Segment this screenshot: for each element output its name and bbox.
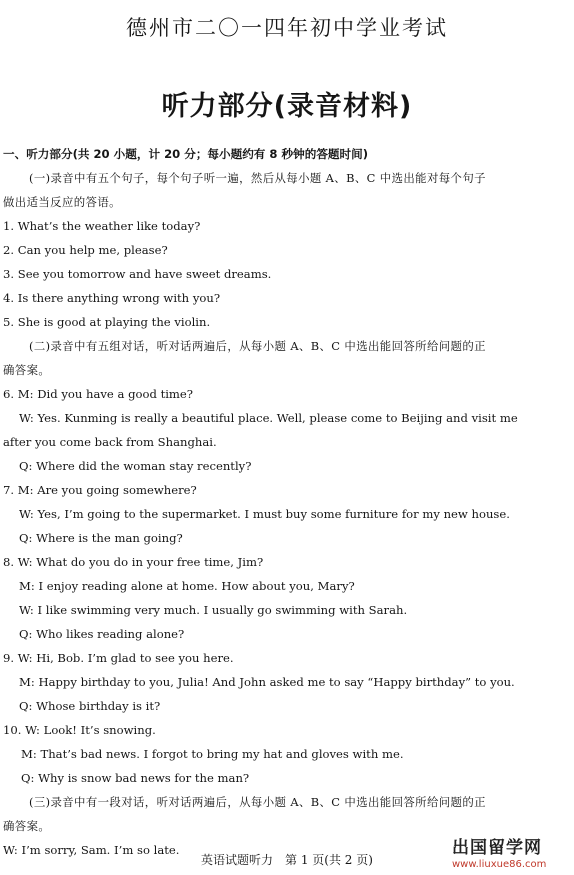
dialogue-7-line: W: Yes, I’m going to the supermarket. I must buy some furniture for my new house. [19, 507, 510, 521]
dialogue-8-question: Q: Who likes reading alone? [19, 627, 185, 641]
site-watermark [452, 840, 546, 870]
dialogue-9-line: M: Happy birthday to you, Julia! And John asked me to say “Happy birthday” to you. [19, 675, 515, 689]
dialogue-10-line: M: That’s bad news. I forgot to bring my hat and gloves with me. [21, 747, 404, 761]
part3-instruction-line2: 确答案。 [3, 819, 51, 833]
part1-instruction-line2: 做出适当反应的答语。 [3, 195, 121, 209]
exam-header: 德州市二〇一四年初中学业考试 [126, 16, 448, 40]
dialogue-7-line: 7. M: Are you going somewhere? [3, 483, 197, 497]
part3-dialogue-line: W: I’m sorry, Sam. I’m so late. [3, 843, 180, 857]
part2-instruction-line2: 确答案。 [3, 363, 51, 377]
section-heading: 一、听力部分(共 20 小题，计 20 分；每小题约有 8 秒钟的答题时间) [3, 147, 368, 161]
watermark-url: www.liuxue86.com [452, 859, 547, 870]
question-1: 1. What’s the weather like today? [3, 219, 201, 233]
watermark-text: 出国留学网 [452, 838, 542, 858]
question-2: 2. Can you help me, please? [3, 243, 168, 257]
dialogue-8-line: W: I like swimming very much. I usually go swimming with Sarah. [19, 603, 408, 617]
dialogue-9-line: 9. W: Hi, Bob. I’m glad to see you here. [3, 651, 234, 665]
page-footer: 英语试题听力 第 1 页(共 2 页) [201, 853, 373, 867]
dialogue-6-line: 6. M: Did you have a good time? [3, 387, 194, 401]
question-5: 5. She is good at playing the violin. [3, 315, 211, 329]
dialogue-6-line: W: Yes. Kunming is really a beautiful place. Well, please come to Beijing and visit me [19, 411, 518, 425]
dialogue-8-line: 8. W: What do you do in your free time, Jim? [3, 555, 264, 569]
document-title: 听力部分(录音材料) [161, 91, 413, 122]
question-3: 3. See you tomorrow and have sweet dreams. [3, 267, 272, 281]
part3-instruction-line1: (三)录音中有一段对话，听对话两遍后，从每小题 A、B、C 中选出能回答所给问题的正 [29, 795, 486, 809]
dialogue-7-question: Q: Where is the man going? [19, 531, 183, 545]
listening-content [3, 142, 569, 862]
dialogue-8-line: M: I enjoy reading alone at home. How about you, Mary? [19, 579, 355, 593]
question-4: 4. Is there anything wrong with you? [3, 291, 221, 305]
dialogue-6-line: after you come back from Shanghai. [3, 435, 217, 449]
dialogue-10-question: Q: Why is snow bad news for the man? [21, 771, 250, 785]
part2-instruction-line1: (二)录音中有五组对话，听对话两遍后，从每小题 A、B、C 中选出能回答所给问题的正 [29, 339, 486, 353]
part1-instruction-line1: (一)录音中有五个句子，每个句子听一遍，然后从每小题 A、B、C 中选出能对每个句子 [29, 171, 486, 185]
dialogue-10-line: 10. W: Look! It’s snowing. [3, 723, 156, 737]
dialogue-9-question: Q: Whose birthday is it? [19, 699, 161, 713]
dialogue-6-question: Q: Where did the woman stay recently? [19, 459, 252, 473]
